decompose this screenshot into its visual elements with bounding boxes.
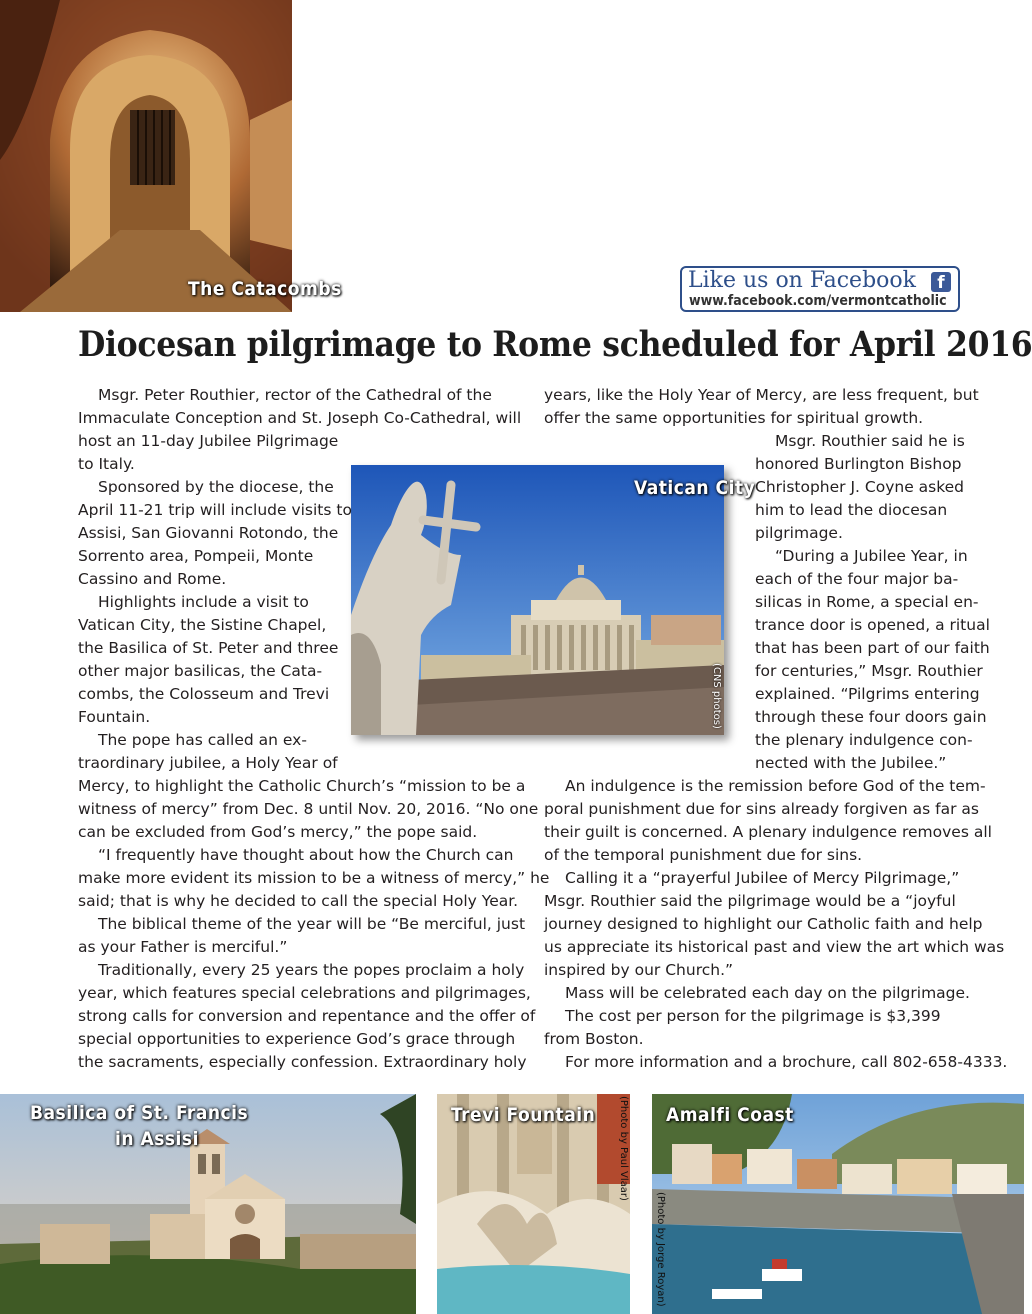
text-line: Calling it a “prayerful Jubilee of Mercy Pilgrimage,” bbox=[565, 869, 960, 887]
text-line: offer the same opportunities for spiritual growth. bbox=[544, 409, 924, 427]
text-line: can be excluded from God’s mercy,” the pope said. bbox=[78, 823, 478, 841]
text-line: “During a Jubilee Year, in bbox=[775, 547, 968, 565]
text-line: Mercy, to highlight the Catholic Church’s “mission to be a bbox=[78, 777, 526, 795]
text-line: trance door is opened, a ritual bbox=[755, 616, 990, 634]
text-line: their guilt is concerned. A plenary indulgence removes all bbox=[544, 823, 992, 841]
text-line: Cassino and Rome. bbox=[78, 570, 227, 588]
text-line: special opportunities to experience God’s grace through bbox=[78, 1030, 516, 1048]
text-line: him to lead the diocesan bbox=[755, 501, 948, 519]
text-line: honored Burlington Bishop bbox=[755, 455, 962, 473]
catacombs-photo bbox=[0, 0, 342, 312]
facebook-icon[interactable]: f bbox=[931, 272, 951, 292]
text-line: Sponsored by the diocese, the bbox=[98, 478, 334, 496]
text-line: explained. “Pilgrims entering bbox=[755, 685, 980, 703]
text-line: Assisi, San Giovanni Rotondo, the bbox=[78, 524, 339, 542]
text-line: Highlights include a visit to bbox=[98, 593, 309, 611]
text-line: that has been part of our faith bbox=[755, 639, 990, 657]
text-line: Christopher J. Coyne asked bbox=[755, 478, 965, 496]
facebook-title[interactable]: Like us on Facebook bbox=[688, 268, 916, 293]
text-line: strong calls for conversion and repentance and the offer of bbox=[78, 1007, 536, 1025]
amalfi-coast-photo bbox=[652, 1094, 1024, 1314]
facebook-promo-box[interactable] bbox=[680, 266, 960, 312]
text-line: from Boston. bbox=[544, 1030, 644, 1048]
text-line: years, like the Holy Year of Mercy, are less frequent, but bbox=[544, 386, 979, 404]
text-line: “I frequently have thought about how the Church can bbox=[98, 846, 514, 864]
text-line: said; that is why he decided to call the special Holy Year. bbox=[78, 892, 519, 910]
text-line: Immaculate Conception and St. Joseph Co-Cathedral, will bbox=[78, 409, 522, 427]
text-line: The biblical theme of the year will be “Be merciful, just bbox=[98, 915, 526, 933]
amalfi-caption: Amalfi Coast bbox=[666, 1104, 794, 1126]
text-line: April 11-21 trip will include visits to bbox=[78, 501, 352, 519]
text-line: Fountain. bbox=[78, 708, 151, 726]
text-line: The pope has called an ex- bbox=[98, 731, 307, 749]
text-line: Msgr. Peter Routhier, rector of the Cathedral of the bbox=[98, 386, 492, 404]
text-line: traordinary jubilee, a Holy Year of bbox=[78, 754, 338, 772]
text-line: the sacraments, especially confession. Extraordinary holy bbox=[78, 1053, 527, 1071]
text-line: Traditionally, every 25 years the popes proclaim a holy bbox=[98, 961, 525, 979]
assisi-caption-line2: in Assisi bbox=[115, 1128, 199, 1150]
text-line: witness of mercy” from Dec. 8 until Nov. 20, 2016. “No one bbox=[78, 800, 539, 818]
text-line: Sorrento area, Pompeii, Monte bbox=[78, 547, 314, 565]
text-line: Vatican City, the Sistine Chapel, bbox=[78, 616, 327, 634]
facebook-url-link[interactable]: www.facebook.com/vermontcatholic bbox=[689, 293, 947, 309]
text-line: year, which features special celebrations and pilgrimages, bbox=[78, 984, 531, 1002]
text-line: other major basilicas, the Cata- bbox=[78, 662, 323, 680]
catacombs-caption: The Catacombs bbox=[188, 278, 342, 300]
text-line: host an 11-day Jubilee Pilgrimage bbox=[78, 432, 339, 450]
text-line: poral punishment due for sins already forgiven as far as bbox=[544, 800, 979, 818]
text-line: of the temporal punishment due for sins. bbox=[544, 846, 863, 864]
vatican-photo-credit: (CNS photos) bbox=[711, 663, 722, 729]
text-line: Msgr. Routhier said he is bbox=[775, 432, 965, 450]
trevi-fountain-photo bbox=[437, 1094, 630, 1314]
text-line: make more evident its mission to be a witness of mercy,” he bbox=[78, 869, 550, 887]
assisi-basilica-photo bbox=[0, 1094, 416, 1314]
text-line: journey designed to highlight our Catholic faith and help bbox=[544, 915, 983, 933]
trevi-photo-credit: (Photo by Paul Vlaar) bbox=[618, 1096, 629, 1201]
text-line: for centuries,” Msgr. Routhier bbox=[755, 662, 983, 680]
text-line: nected with the Jubilee.” bbox=[755, 754, 947, 772]
text-line: pilgrimage. bbox=[755, 524, 843, 542]
text-line: the plenary indulgence con- bbox=[755, 731, 973, 749]
text-line: For more information and a brochure, call 802-658-4333. bbox=[565, 1053, 1008, 1071]
text-line: silicas in Rome, a special en- bbox=[755, 593, 979, 611]
trevi-caption: Trevi Fountain bbox=[451, 1104, 596, 1126]
vatican-city-photo bbox=[351, 465, 756, 735]
assisi-caption-line1: Basilica of St. Francis bbox=[30, 1102, 249, 1124]
text-line: us appreciate its historical past and view the art which was bbox=[544, 938, 1005, 956]
text-line: inspired by our Church.” bbox=[544, 961, 734, 979]
text-line: through these four doors gain bbox=[755, 708, 987, 726]
amalfi-photo-credit: (Photo by Jorge Royan) bbox=[655, 1192, 666, 1307]
text-line: as your Father is merciful.” bbox=[78, 938, 288, 956]
vatican-caption: Vatican City bbox=[634, 477, 756, 499]
text-line: The cost per person for the pilgrimage is $3,399 bbox=[565, 1007, 941, 1025]
article-headline: Diocesan pilgrimage to Rome scheduled for April 2016 bbox=[78, 324, 1032, 365]
text-line: An indulgence is the remission before God of the tem- bbox=[565, 777, 986, 795]
text-line: to Italy. bbox=[78, 455, 135, 473]
text-line: combs, the Colosseum and Trevi bbox=[78, 685, 330, 703]
text-line: the Basilica of St. Peter and three bbox=[78, 639, 339, 657]
text-line: Msgr. Routhier said the pilgrimage would be a “joyful bbox=[544, 892, 956, 910]
text-line: each of the four major ba- bbox=[755, 570, 959, 588]
text-line: Mass will be celebrated each day on the pilgrimage. bbox=[565, 984, 970, 1002]
